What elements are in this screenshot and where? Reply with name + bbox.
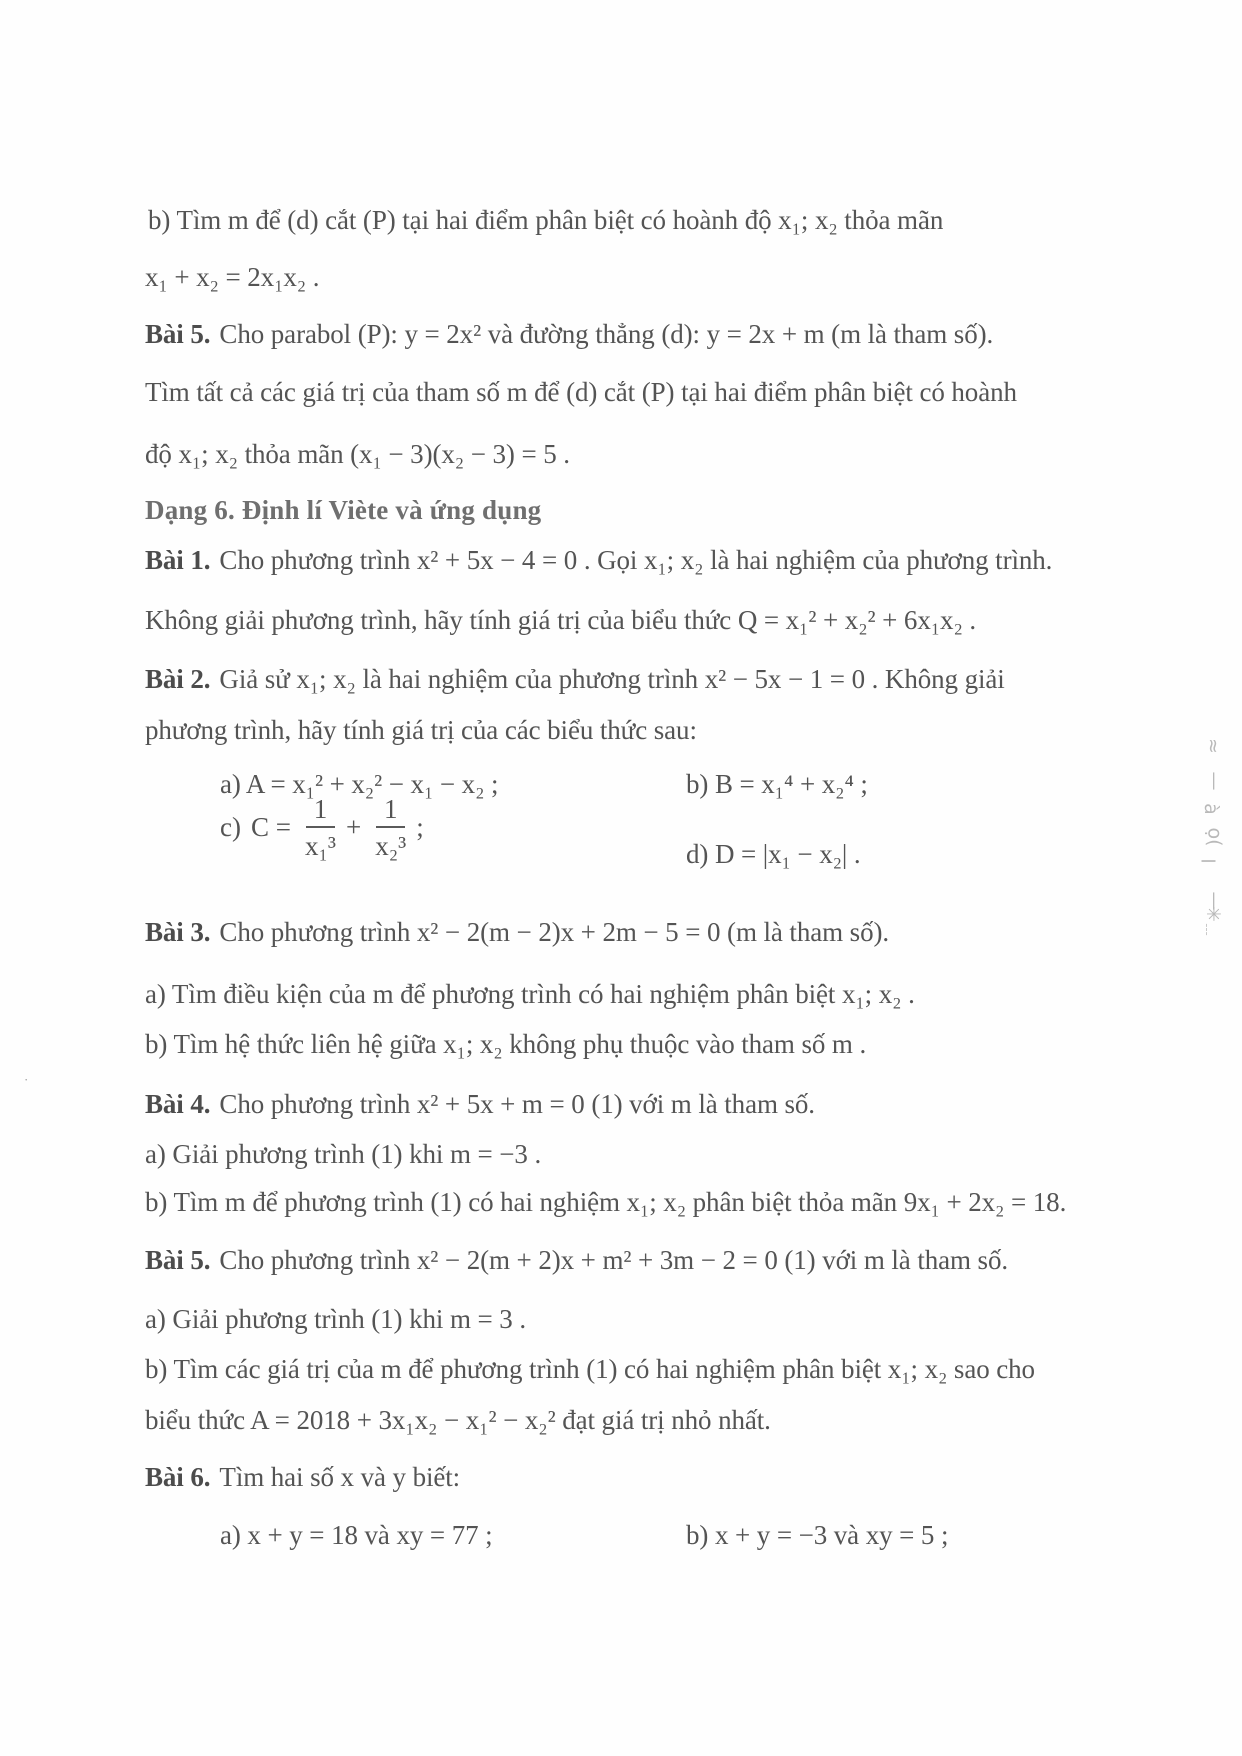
bai4-text1: Cho phương trình x² + 5x + m = 0 (1) với m là tham số. bbox=[219, 1089, 815, 1119]
bai5-bottom-item-b1 bbox=[145, 1348, 1035, 1390]
bai2-text2: phương trình, hãy tính giá trị của các biểu thức sau: bbox=[145, 715, 697, 745]
bai5-top-text1: Cho parabol (P): y = 2x² và đường thẳng (d): y = 2x + m (m là tham số). bbox=[219, 319, 994, 349]
exercise-4b-equation bbox=[145, 256, 319, 298]
edge-bleed-artifact: ≈ bbox=[1201, 738, 1224, 754]
edge-bleed-artifact: à bbox=[1199, 803, 1222, 815]
bai5-top-line3 bbox=[145, 433, 570, 475]
bai6-text1: Tìm hai số x và y biết: bbox=[219, 1462, 461, 1492]
bai1-label: Bài 1. bbox=[145, 545, 211, 575]
bai6-item-b-text: b) x + y = −3 và xy = 5 ; bbox=[686, 1520, 949, 1550]
bai3-item-a bbox=[145, 973, 915, 1015]
bai2-item-a-text: a) A = x₁² + x₂² − x₁ − x₂ ; bbox=[220, 769, 499, 799]
bai3-item-b-text: b) Tìm hệ thức liên hệ giữa x₁; x₂ không phụ thuộc vào tham số m . bbox=[145, 1029, 867, 1059]
plus-operator: + bbox=[346, 811, 362, 842]
bai2-label: Bài 2. bbox=[145, 664, 211, 694]
bai4-line1 bbox=[145, 1083, 815, 1125]
bai4-item-a-text: a) Giải phương trình (1) khi m = −3 . bbox=[145, 1139, 542, 1169]
bai3-item-a-text: a) Tìm điều kiện của m để phương trình có hai nghiệm phân biệt x₁; x₂ . bbox=[145, 979, 915, 1009]
bai5-bottom-label: Bài 5. bbox=[145, 1245, 211, 1275]
bai4-label: Bài 4. bbox=[145, 1089, 211, 1119]
bai4-item-b-text: b) Tìm m để phương trình (1) có hai nghiệm x₁; x₂ phân biệt thỏa mãn 9x₁ + 2x₂ = 18. bbox=[145, 1187, 1067, 1217]
bai6-item-b bbox=[686, 1514, 948, 1556]
bai5-bottom-item-b2-text: biểu thức A = 2018 + 3x₁x₂ − x₁² − x₂² đạt giá trị nhỏ nhất. bbox=[145, 1405, 771, 1435]
bai2-line1 bbox=[145, 658, 1005, 700]
bai3-label: Bài 3. bbox=[145, 917, 211, 947]
bai1-line2 bbox=[145, 599, 976, 641]
fraction-1-denominator: x₁³ bbox=[304, 830, 336, 861]
edge-bleed-artifact: ọ( bbox=[1203, 827, 1226, 847]
bai3-text1: Cho phương trình x² − 2(m − 2)x + 2m − 5 = 0 (m là tham số). bbox=[219, 917, 890, 947]
bai5-bottom-item-b2 bbox=[145, 1399, 771, 1441]
bai2-item-c-lhs: C = bbox=[250, 811, 291, 842]
exercise-4b-line bbox=[148, 199, 943, 241]
equation-text: x₁ + x₂ = 2x₁x₂ . bbox=[145, 262, 320, 292]
bai2-line2 bbox=[145, 709, 697, 751]
bai5-bottom-item-a bbox=[145, 1298, 526, 1340]
bai6-item-a bbox=[220, 1514, 493, 1556]
edge-bleed-artifact: ✳ bbox=[1201, 906, 1224, 922]
bai5-top-line2 bbox=[145, 371, 1017, 413]
bai3-line1 bbox=[145, 911, 889, 953]
edge-bleed-artifact: ﹍ bbox=[1202, 919, 1225, 940]
fraction-2-denominator: x₂³ bbox=[375, 830, 407, 861]
fraction-1 bbox=[305, 794, 336, 861]
bai1-text1: Cho phương trình x² + 5x − 4 = 0 . Gọi x₁; x₂ là hai nghiệm của phương trình. bbox=[219, 545, 1053, 575]
bai6-item-a-text: a) x + y = 18 và xy = 77 ; bbox=[220, 1520, 493, 1550]
bai1-line1 bbox=[145, 539, 1052, 581]
margin-speck-artifact: · bbox=[24, 1072, 29, 1087]
fraction-2 bbox=[375, 794, 406, 861]
semicolon: ; bbox=[416, 811, 424, 842]
bai6-line1 bbox=[145, 1456, 460, 1498]
bai5-top-text3: độ x₁; x₂ thỏa mãn (x₁ − 3)(x₂ − 3) = 5 . bbox=[145, 439, 570, 469]
bai2-item-d bbox=[686, 833, 861, 875]
bai5-bottom-line1 bbox=[145, 1239, 1008, 1281]
bai2-item-c-label: c) bbox=[220, 811, 241, 842]
bai2-item-c bbox=[220, 783, 434, 871]
bai3-item-b bbox=[145, 1023, 866, 1065]
bai2-item-d-text: d) D = |x₁ − x₂| . bbox=[686, 839, 861, 869]
bai2-text1: Giả sử x₁; x₂ là hai nghiệm của phương trình x² − 5x − 1 = 0 . Không giải bbox=[219, 664, 1005, 694]
exercise-4b-text: b) Tìm m để (d) cắt (P) tại hai điểm phân biệt có hoành độ x₁; x₂ thỏa mãn bbox=[148, 205, 944, 235]
edge-bleed-artifact: — bbox=[1203, 891, 1226, 911]
fraction-1-numerator: 1 bbox=[306, 794, 336, 828]
edge-bleed-artifact: l bbox=[1196, 858, 1219, 864]
bai6-label: Bài 6. bbox=[145, 1462, 211, 1492]
section-heading-dang6 bbox=[145, 489, 541, 531]
edge-bleed-artifact: — bbox=[1203, 771, 1226, 791]
section-heading-text: Dạng 6. Định lí Viète và ứng dụng bbox=[145, 495, 542, 525]
bai5-bottom-text1: Cho phương trình x² − 2(m + 2)x + m² + 3m − 2 = 0 (1) với m là tham số. bbox=[219, 1245, 1009, 1275]
bai5-bottom-item-b1-text: b) Tìm các giá trị của m để phương trình (1) có hai nghiệm phân biệt x₁; x₂ sao cho bbox=[145, 1354, 1035, 1384]
bai4-item-b bbox=[145, 1181, 1066, 1223]
bai4-item-a bbox=[145, 1133, 541, 1175]
bai2-item-b-text: b) B = x₁⁴ + x₂⁴ ; bbox=[686, 769, 868, 799]
bai5-top-text2: Tìm tất cả các giá trị của tham số m để (d) cắt (P) tại hai điểm phân biệt có hoành bbox=[145, 377, 1017, 407]
bai5-top-label: Bài 5. bbox=[145, 319, 211, 349]
bai5-top-line1 bbox=[145, 313, 993, 355]
bai2-item-b bbox=[686, 763, 868, 805]
bai5-bottom-item-a-text: a) Giải phương trình (1) khi m = 3 . bbox=[145, 1304, 526, 1334]
bai1-text2: Không giải phương trình, hãy tính giá trị của biểu thức Q = x₁² + x₂² + 6x₁x₂ . bbox=[145, 605, 977, 635]
fraction-2-numerator: 1 bbox=[376, 794, 406, 828]
